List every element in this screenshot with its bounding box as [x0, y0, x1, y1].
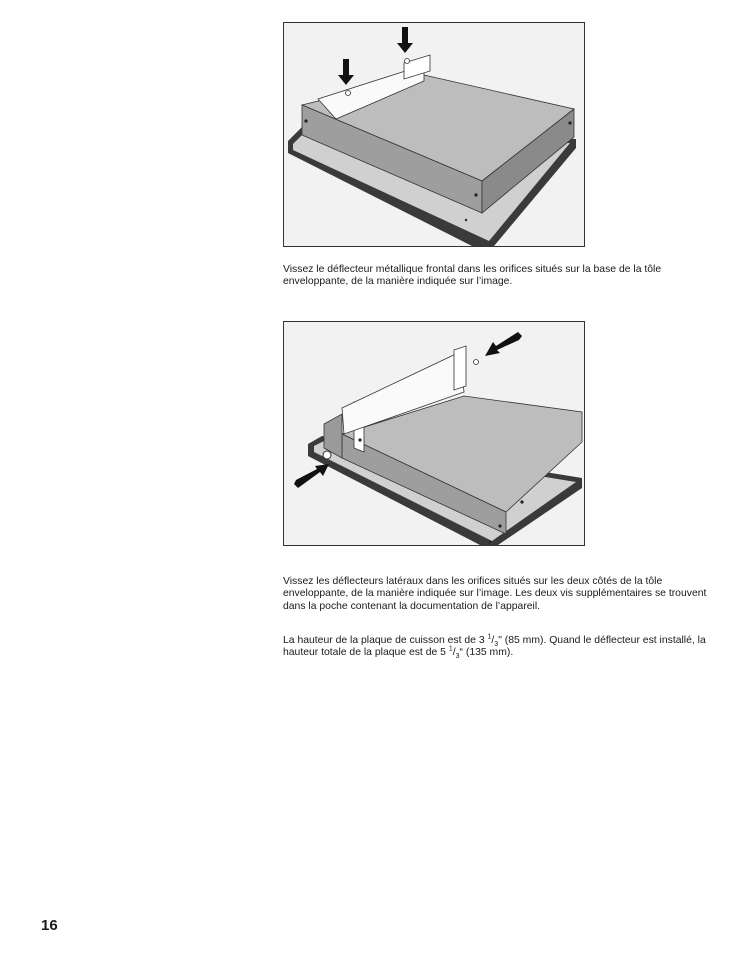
fraction-2-numerator: 1	[448, 645, 453, 653]
fraction-1-slash: /	[491, 635, 495, 646]
front-deflector-figure	[283, 22, 585, 247]
height-note-part3: “ (135 mm).	[459, 647, 514, 659]
fraction-1-denominator: 3	[494, 641, 499, 649]
side-deflector-figure	[283, 321, 585, 546]
height-note	[283, 635, 713, 660]
fraction-2-slash: /	[452, 647, 456, 659]
page-number: 16	[41, 917, 58, 934]
height-note-part1: La hauteur de la plaque de cuisson est de 3	[283, 635, 488, 646]
fraction-1-numerator: 1	[487, 633, 492, 641]
side-deflector-instructions: Vissez les déflecteurs latéraux dans les orifices situés sur les deux côtés de la tôle enveloppante, de la manière indiquée sur l’image. Les deux vis supplémentaires se trouvent dans la poche contenant la documentation de l’appareil.	[283, 576, 707, 612]
front-deflector-illustration	[284, 23, 584, 246]
front-deflector-instructions: Vissez le déflecteur métallique frontal dans les orifices situés sur la base de la tôle enveloppante, de la manière indiquée sur l’image.	[283, 264, 662, 288]
side-deflector-illustration	[284, 322, 584, 545]
height-note-part2: " (85 mm). Quand le déflecteur est installé, la hauteur totale de la plaque est de 5	[283, 635, 706, 659]
fraction-2-denominator: 3	[455, 653, 460, 661]
